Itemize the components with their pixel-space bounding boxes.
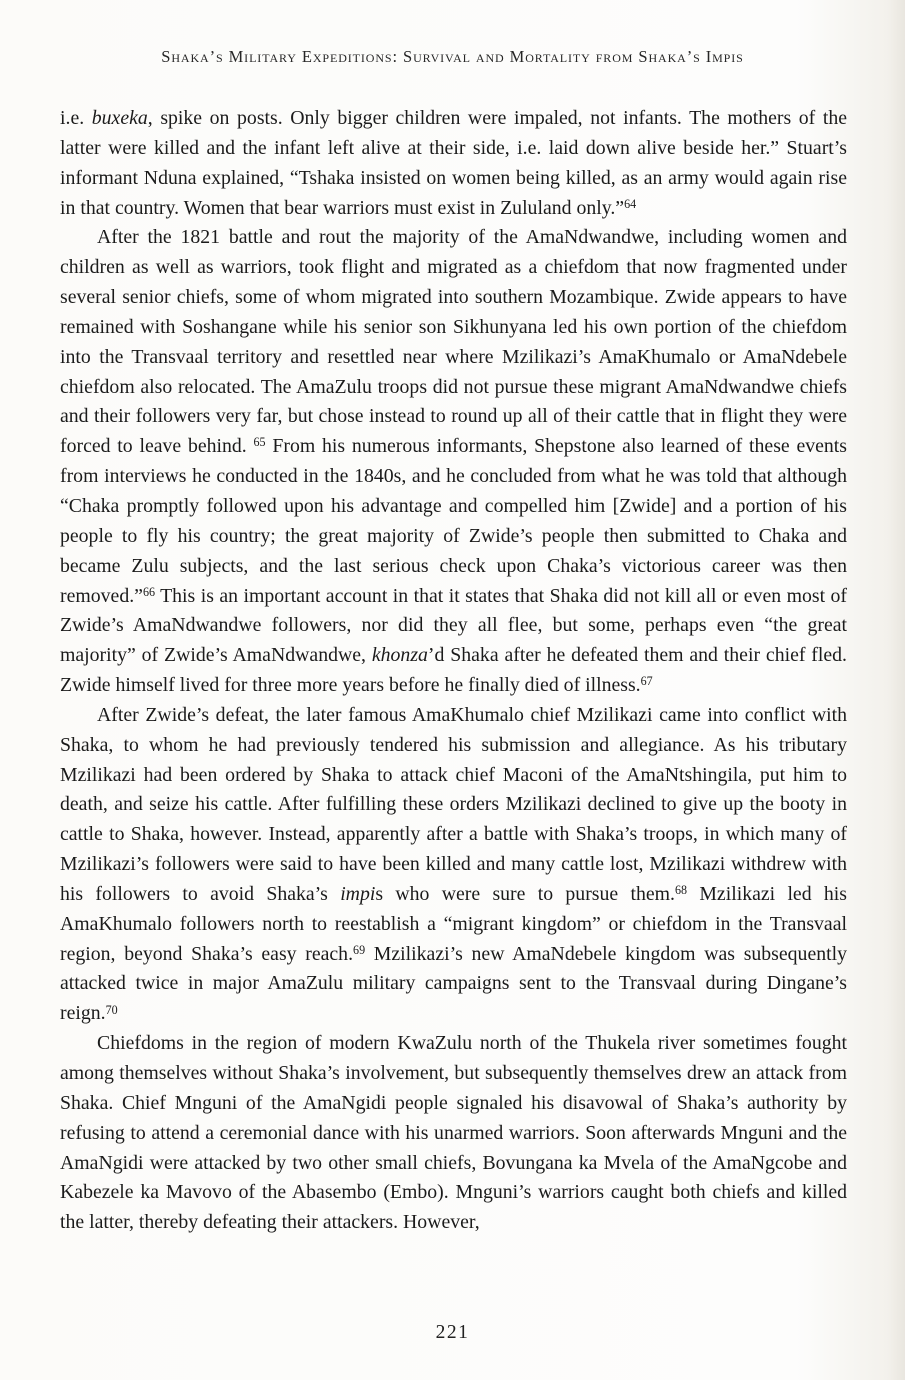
footnote-ref: 64 [624,196,637,211]
text-run: Mzilikazi’s new AmaNdebele kingdom was subsequently attacked twice in major AmaZulu military campaigns sent to the Transvaal during Dingane’s reign. [60,942,847,1025]
paragraph [60,1029,847,1238]
footnote-ref: 68 [674,883,688,898]
page-number: 221 [435,1322,470,1343]
text-run: From his numerous informants, Shepstone also learned of these events from interviews he conducted in the 1840s, and he concluded from what he was told that although “Chaka promptly followed upon his advantage and compelled him [Zwide] and a portion of his people to fly his country; the great majority of Zwide’s people then submitted to Chaka and became Zulu subjects, and the last serious check upon Chaka’s victorious career was then removed.” [60,435,847,607]
italic-term: buxeka [91,107,148,129]
text-run: ’d Shaka after he defeated them and their chief fled. Zwide himself lived for three more years before he finally died of illness. [60,644,848,697]
footnote-ref: 67 [640,674,653,689]
italic-term: impi [340,882,376,905]
text-run: Mzilikazi led his AmaKhumalo followers north to reestablish a “migrant kingdom” or chiefdom in the Transvaal region, beyond Shaka’s easy reach. [60,882,847,965]
footnote-ref: 70 [105,1002,118,1017]
text-run: i.e. [60,107,92,129]
paragraph [60,223,847,701]
text-run: This is an important account in that it states that Shaka did not kill all or even most of Zwide’s AmaNdwandwe followers, nor did they all flee, but some, perhaps even “the great majority” of Zwide’s AmaNdwandwe, [60,584,847,667]
footnote-ref: 69 [353,942,366,957]
paragraph [60,701,847,1029]
italic-term: khonza [371,644,428,667]
text-run: , spike on posts. Only bigger children were impaled, not infants. The mothers of the latter were killed and the infant left alive at their side, i.e. laid down alive beside her.” Stuart’s informant Nduna explained, “Tshaka insisted on women being killed, as an army would again rise in that country. Women that bear warriors must exist in Zululand only.” [60,107,847,219]
text-run: Chiefdoms in the region of modern KwaZulu north of the Thukela river sometimes fought among themselves without Shaka’s involvement, but subsequently themselves drew an attack from Shaka. Chief Mnguni of the AmaNgidi people signaled his disavowal of Shaka’s authority by refusing to attend a ceremonial dance with his unarmed warriors. Soon afterwards Mnguni and the AmaNgidi were attacked by two other small chiefs, Bovungana ka Mvela of the AmaNgcobe and Kabezele ka Mavovo of the Abasembo (Embo). Mnguni’s warriors caught both chiefs and killed the latter, thereby defeating their attackers. However, [60,1032,847,1234]
text-run: s who were sure to pursue them. [375,882,675,905]
body-text [60,104,847,1238]
footnote-ref: 65 [253,435,266,450]
text-run: After the 1821 battle and rout the majority of the AmaNdwandwe, including women and children as well as warriors, took flight and migrated as a chiefdom that now fragmented under several senior chiefs, some of whom migrated into southern Mozambique. Zwide appears to have remained with Soshangane while his senior son Sikhunyana led his own portion of the chiefdom into the Transvaal territory and resettled near where Mzilikazi’s AmaKhumalo or AmaNdebele chiefdom also relocated. The AmaZulu troops did not pursue these migrant AmaNdwandwe chiefs and their followers very far, but chose instead to round up all of their cattle that in flight they were forced to leave behind. [60,226,847,458]
running-header: Shaka’s Military Expeditions: Survival and Mortality from Shaka’s Impis [161,47,744,66]
paragraph [60,104,847,223]
footnote-ref: 66 [142,584,155,599]
text-run: After Zwide’s defeat, the later famous AmaKhumalo chief Mzilikazi came into conflict with Shaka, to whom he had previously tendered his submission and allegiance. As his tributary Mzilikazi had been ordered by Shaka to attack chief Maconi of the AmaNtshingila, put him to death, and seize his cattle. After fulfilling these orders Mzilikazi declined to give up the booty in cattle to Shaka, however. Instead, apparently after a battle with Shaka’s troops, in which many of Mzilikazi’s followers were said to have been killed and many cattle lost, Mzilikazi withdrew with his followers to avoid Shaka’s [60,703,847,905]
